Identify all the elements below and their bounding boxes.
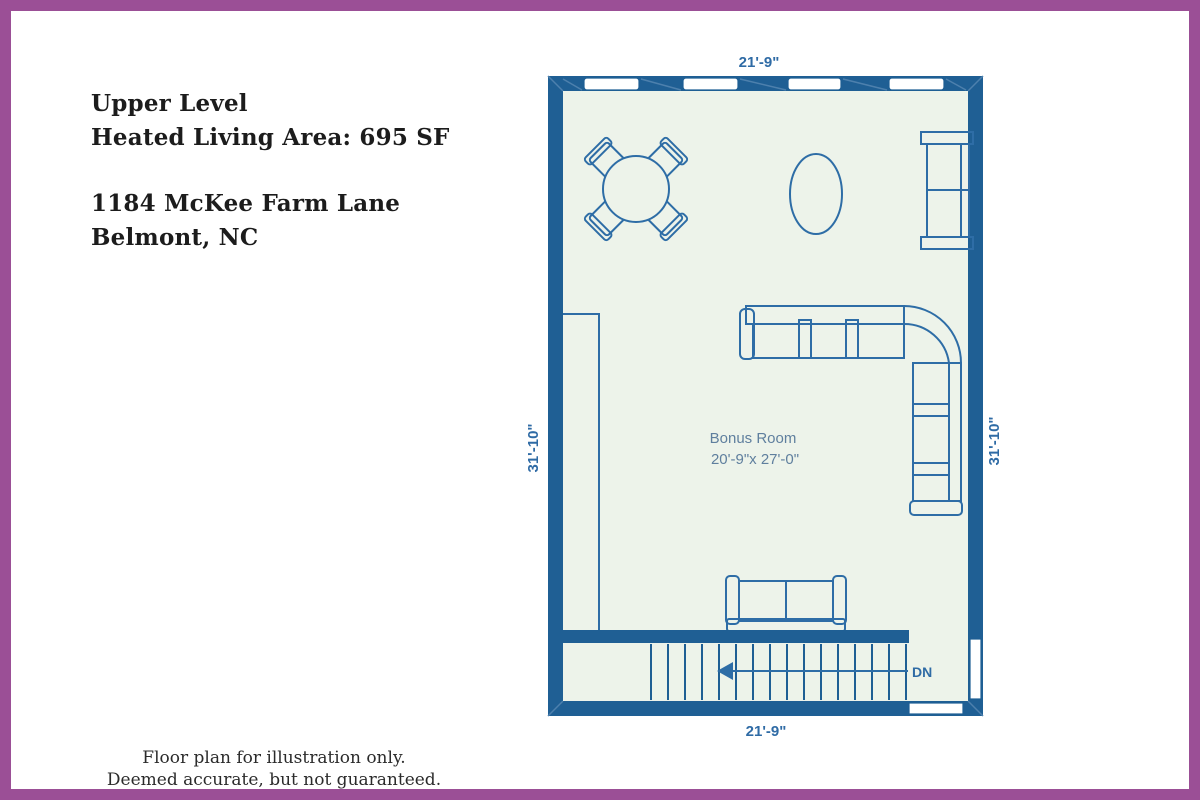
floor-plan-drawing bbox=[481, 39, 1026, 751]
window-top-1 bbox=[584, 78, 639, 90]
address-line-1: 1184 McKee Farm Lane bbox=[91, 190, 401, 217]
dimension-label-bottom: 21'-9" bbox=[745, 723, 787, 740]
room-dimensions-label: 20'-9"x 27'-0" bbox=[710, 451, 800, 468]
window-top-4 bbox=[889, 78, 944, 90]
window-top-2 bbox=[683, 78, 738, 90]
level-label: Upper Level bbox=[91, 90, 248, 117]
round-table bbox=[603, 156, 669, 222]
heated-area-label: Heated Living Area: 695 SF bbox=[91, 124, 450, 151]
dimension-label-right: 31'-10" bbox=[986, 416, 1003, 466]
disclaimer-line-2: Deemed accurate, but not guaranteed. bbox=[106, 770, 442, 790]
dimension-label-left: 31'-10" bbox=[525, 423, 542, 473]
window-top-3 bbox=[788, 78, 841, 90]
stair-partition-wall bbox=[563, 630, 909, 643]
plan-header bbox=[91, 87, 450, 255]
stairs-down-label: DN bbox=[912, 664, 933, 680]
room-name-label: Bonus Room bbox=[709, 430, 797, 447]
window-right-wall bbox=[970, 639, 981, 699]
header-spacer bbox=[91, 155, 450, 187]
dimension-label-top: 21'-9" bbox=[738, 54, 780, 71]
window-bottom-wall bbox=[909, 703, 963, 714]
address-line-2: Belmont, NC bbox=[91, 224, 259, 251]
disclaimer bbox=[74, 747, 474, 791]
disclaimer-line-1: Floor plan for illustration only. bbox=[142, 748, 406, 768]
